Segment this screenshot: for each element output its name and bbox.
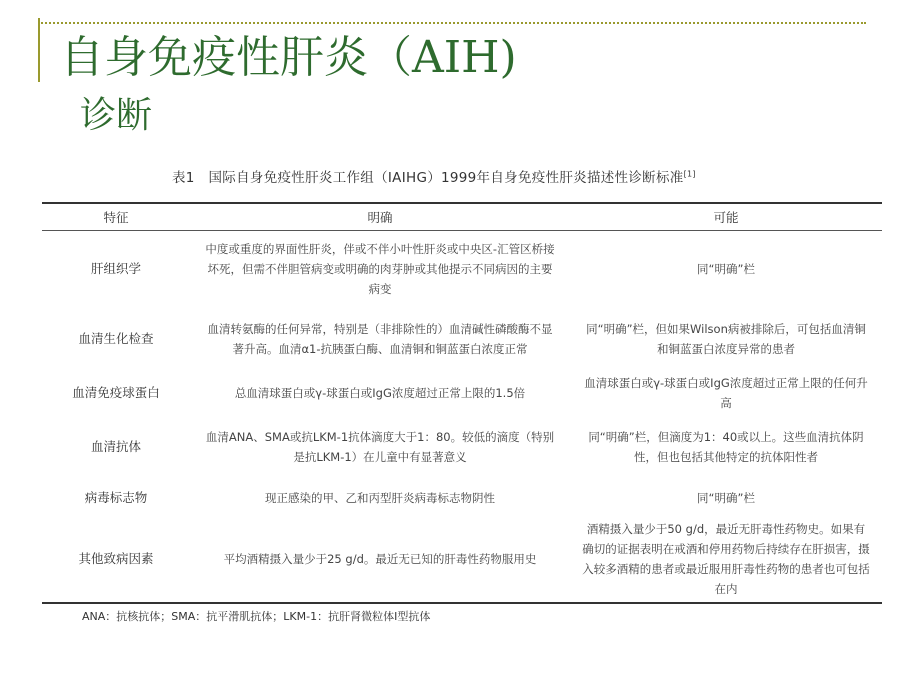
cell-feature: 病毒标志物 [84, 489, 148, 505]
top-decorative-rule [38, 22, 866, 24]
cell-definite: 平均酒精摄入量少于25 g/d。最近无已知的肝毒性药物服用史 [223, 552, 537, 566]
cell-definite: 现正感染的甲、乙和丙型肝炎病毒标志物阴性 [265, 490, 495, 505]
cell-feature: 血清抗体 [90, 438, 141, 454]
cell-probable: 同“明确”栏 [697, 490, 755, 505]
table-row [42, 371, 882, 415]
table-row [42, 517, 882, 603]
cell-probable: 同“明确”栏，但滴度为1：40或以上。这些血清抗体阴性，但也包括其他特定的抗体阳性者 [588, 429, 864, 464]
cell-feature: 血清免疫球蛋白 [72, 384, 160, 400]
cell-probable: 同“明确”栏 [697, 261, 755, 276]
cell-definite: 血清ANA、SMA或抗LKM-1抗体滴度大于1：80。较低的滴度（特别是抗LKM-1）在儿童中有显著意义 [205, 429, 555, 464]
table-caption-text: 表1 国际自身免疫性肝炎工作组（IAIHG）1999年自身免疫性肝炎描述性诊断标准 [172, 170, 684, 186]
cell-probable: 血清球蛋白或γ-球蛋白或IgG浓度超过正常上限的任何升高 [584, 375, 868, 410]
cell-feature: 其他致病因素 [78, 551, 154, 566]
cell-definite: 中度或重度的界面性肝炎，伴或不伴小叶性肝炎或中央区-汇管区桥接坏死，但需不伴胆管病变或明确的肉芽肿或其他提示不同病因的主要病变 [205, 241, 555, 296]
cell-probable: 酒精摄入量少于50 g/d，最近无肝毒性药物史。如果有确切的证据表明在戒酒和停用药物后持续存在肝损害，摄入较多酒精的患者或最近服用肝毒性药物的患者也可包括在内 [582, 522, 870, 596]
table-row [42, 307, 882, 371]
left-decorative-rule [38, 18, 40, 82]
cell-feature: 血清生化检查 [78, 330, 154, 346]
header-feature: 特征 [42, 203, 190, 231]
slide-subtitle: 诊断 [80, 95, 153, 136]
table-footnote: ANA：抗核抗体；SMA：抗平滑肌抗体；LKM-1：抗肝肾微粒体Ⅰ型抗体 [82, 610, 431, 623]
cell-definite: 总血清球蛋白或γ-球蛋白或IgG浓度超过正常上限的1.5倍 [234, 385, 526, 400]
table-caption-ref: [1] [683, 169, 696, 179]
header-probable: 可能 [570, 203, 882, 231]
header-definite: 明确 [190, 203, 570, 231]
slide-title: 自身免疫性肝炎（AIH) [60, 32, 517, 83]
cell-definite: 血清转氨酶的任何异常，特别是（非排除性的）血清碱性磷酸酶不显著升高。血清α1-抗胰蛋白酶、血清铜和铜蓝蛋白浓度正常 [207, 321, 553, 356]
table-caption [172, 166, 696, 186]
cell-feature: 肝组织学 [90, 260, 141, 276]
table-row [42, 415, 882, 479]
table-row [42, 231, 882, 307]
table-row [42, 479, 882, 517]
table-header-row [42, 203, 882, 231]
criteria-table [42, 202, 882, 604]
cell-probable: 同“明确”栏，但如果Wilson病被排除后，可包括血清铜和铜蓝蛋白浓度异常的患者 [586, 321, 866, 356]
